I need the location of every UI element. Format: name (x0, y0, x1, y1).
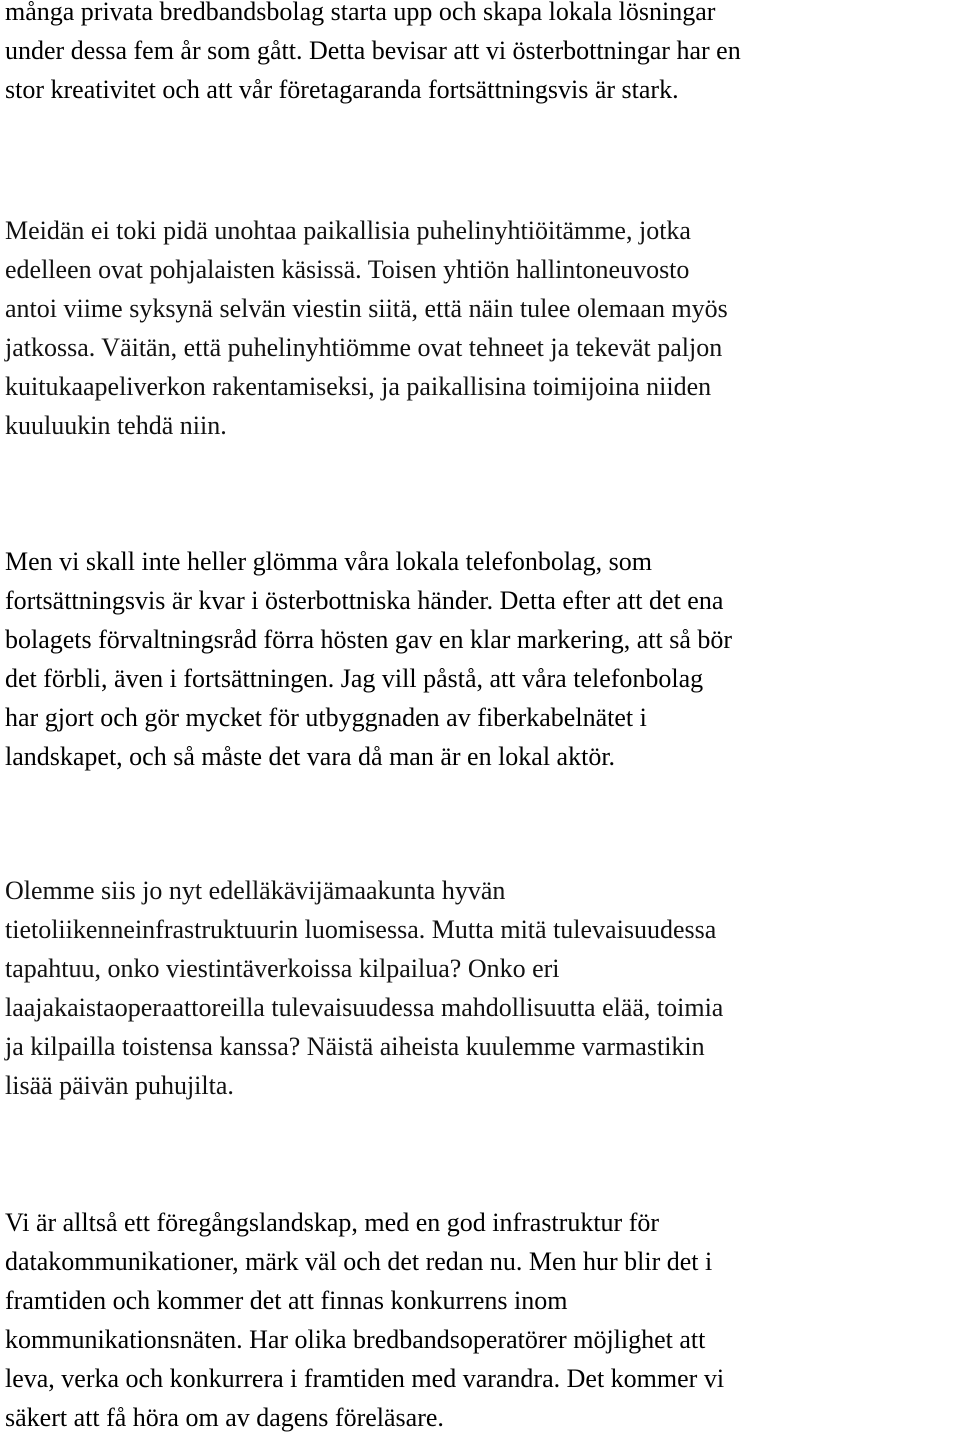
text-line: under dessa fem år som gått. Detta bevisar att vi österbottningar har en (5, 36, 741, 65)
paragraph-swedish-1 (5, 0, 955, 109)
text-line: kommunikationsnäten. Har olika bredbandsoperatörer möjlighet att (5, 1325, 706, 1354)
text-line: laajakaistaoperaattoreilla tulevaisuudessa mahdollisuutta elää, toimia (5, 993, 724, 1022)
paragraph-swedish-2 (5, 542, 955, 776)
text-line: tietoliikenneinfrastruktuurin luomisessa. Mutta mitä tulevaisuudessa (5, 915, 717, 944)
text-line: leva, verka och konkurrera i framtiden med varandra. Det kommer vi (5, 1364, 725, 1393)
text-line: landskapet, och så måste det vara då man är en lokal aktör. (5, 742, 616, 771)
paragraph-finnish-2 (5, 871, 955, 1105)
text-line: bolagets förvaltningsråd förra hösten gav en klar markering, att så bör (5, 625, 733, 654)
text-line: Men vi skall inte heller glömma våra lokala telefonbolag, som (5, 547, 652, 576)
text-line: tapahtuu, onko viestintäverkoissa kilpailua? Onko eri (5, 954, 560, 983)
text-line: har gjort och gör mycket för utbyggnaden av fiberkabelnätet i (5, 703, 647, 732)
text-line: fortsättningsvis är kvar i österbottniska händer. Detta efter att det ena (5, 586, 724, 615)
text-line: säkert att få höra om av dagens föreläsare. (5, 1403, 444, 1432)
text-line: Meidän ei toki pidä unohtaa paikallisia puhelinyhtiöitämme, jotka (5, 216, 691, 245)
paragraph-swedish-3 (5, 1203, 955, 1437)
text-line: lisää päivän puhujilta. (5, 1071, 234, 1100)
text-line: kuuluukin tehdä niin. (5, 411, 227, 440)
text-line: stor kreativitet och att vår företagaranda fortsättningsvis är stark. (5, 75, 679, 104)
text-line: antoi viime syksynä selvän viestin siitä, että näin tulee olemaan myös (5, 294, 728, 323)
text-line: ja kilpailla toistensa kanssa? Näistä aiheista kuulemme varmastikin (5, 1032, 705, 1061)
text-line: datakommunikationer, märk väl och det redan nu. Men hur blir det i (5, 1247, 713, 1276)
text-line: Vi är alltså ett föregångslandskap, med en god infrastruktur för (5, 1208, 660, 1237)
text-line: det förbli, även i fortsättningen. Jag vill påstå, att våra telefonbolag (5, 664, 704, 693)
text-line: många privata bredbandsbolag starta upp och skapa lokala lösningar (5, 0, 716, 26)
text-line: jatkossa. Väitän, että puhelinyhtiömme ovat tehneet ja tekevät paljon (5, 333, 723, 362)
text-line: framtiden och kommer det att finnas konkurrens inom (5, 1286, 568, 1315)
paragraph-finnish-1 (5, 211, 955, 445)
text-line: kuitukaapeliverkon rakentamiseksi, ja paikallisina toimijoina niiden (5, 372, 712, 401)
text-line: edelleen ovat pohjalaisten käsissä. Toisen yhtiön hallintoneuvosto (5, 255, 690, 284)
text-line: Olemme siis jo nyt edelläkävijämaakunta hyvän (5, 876, 506, 905)
